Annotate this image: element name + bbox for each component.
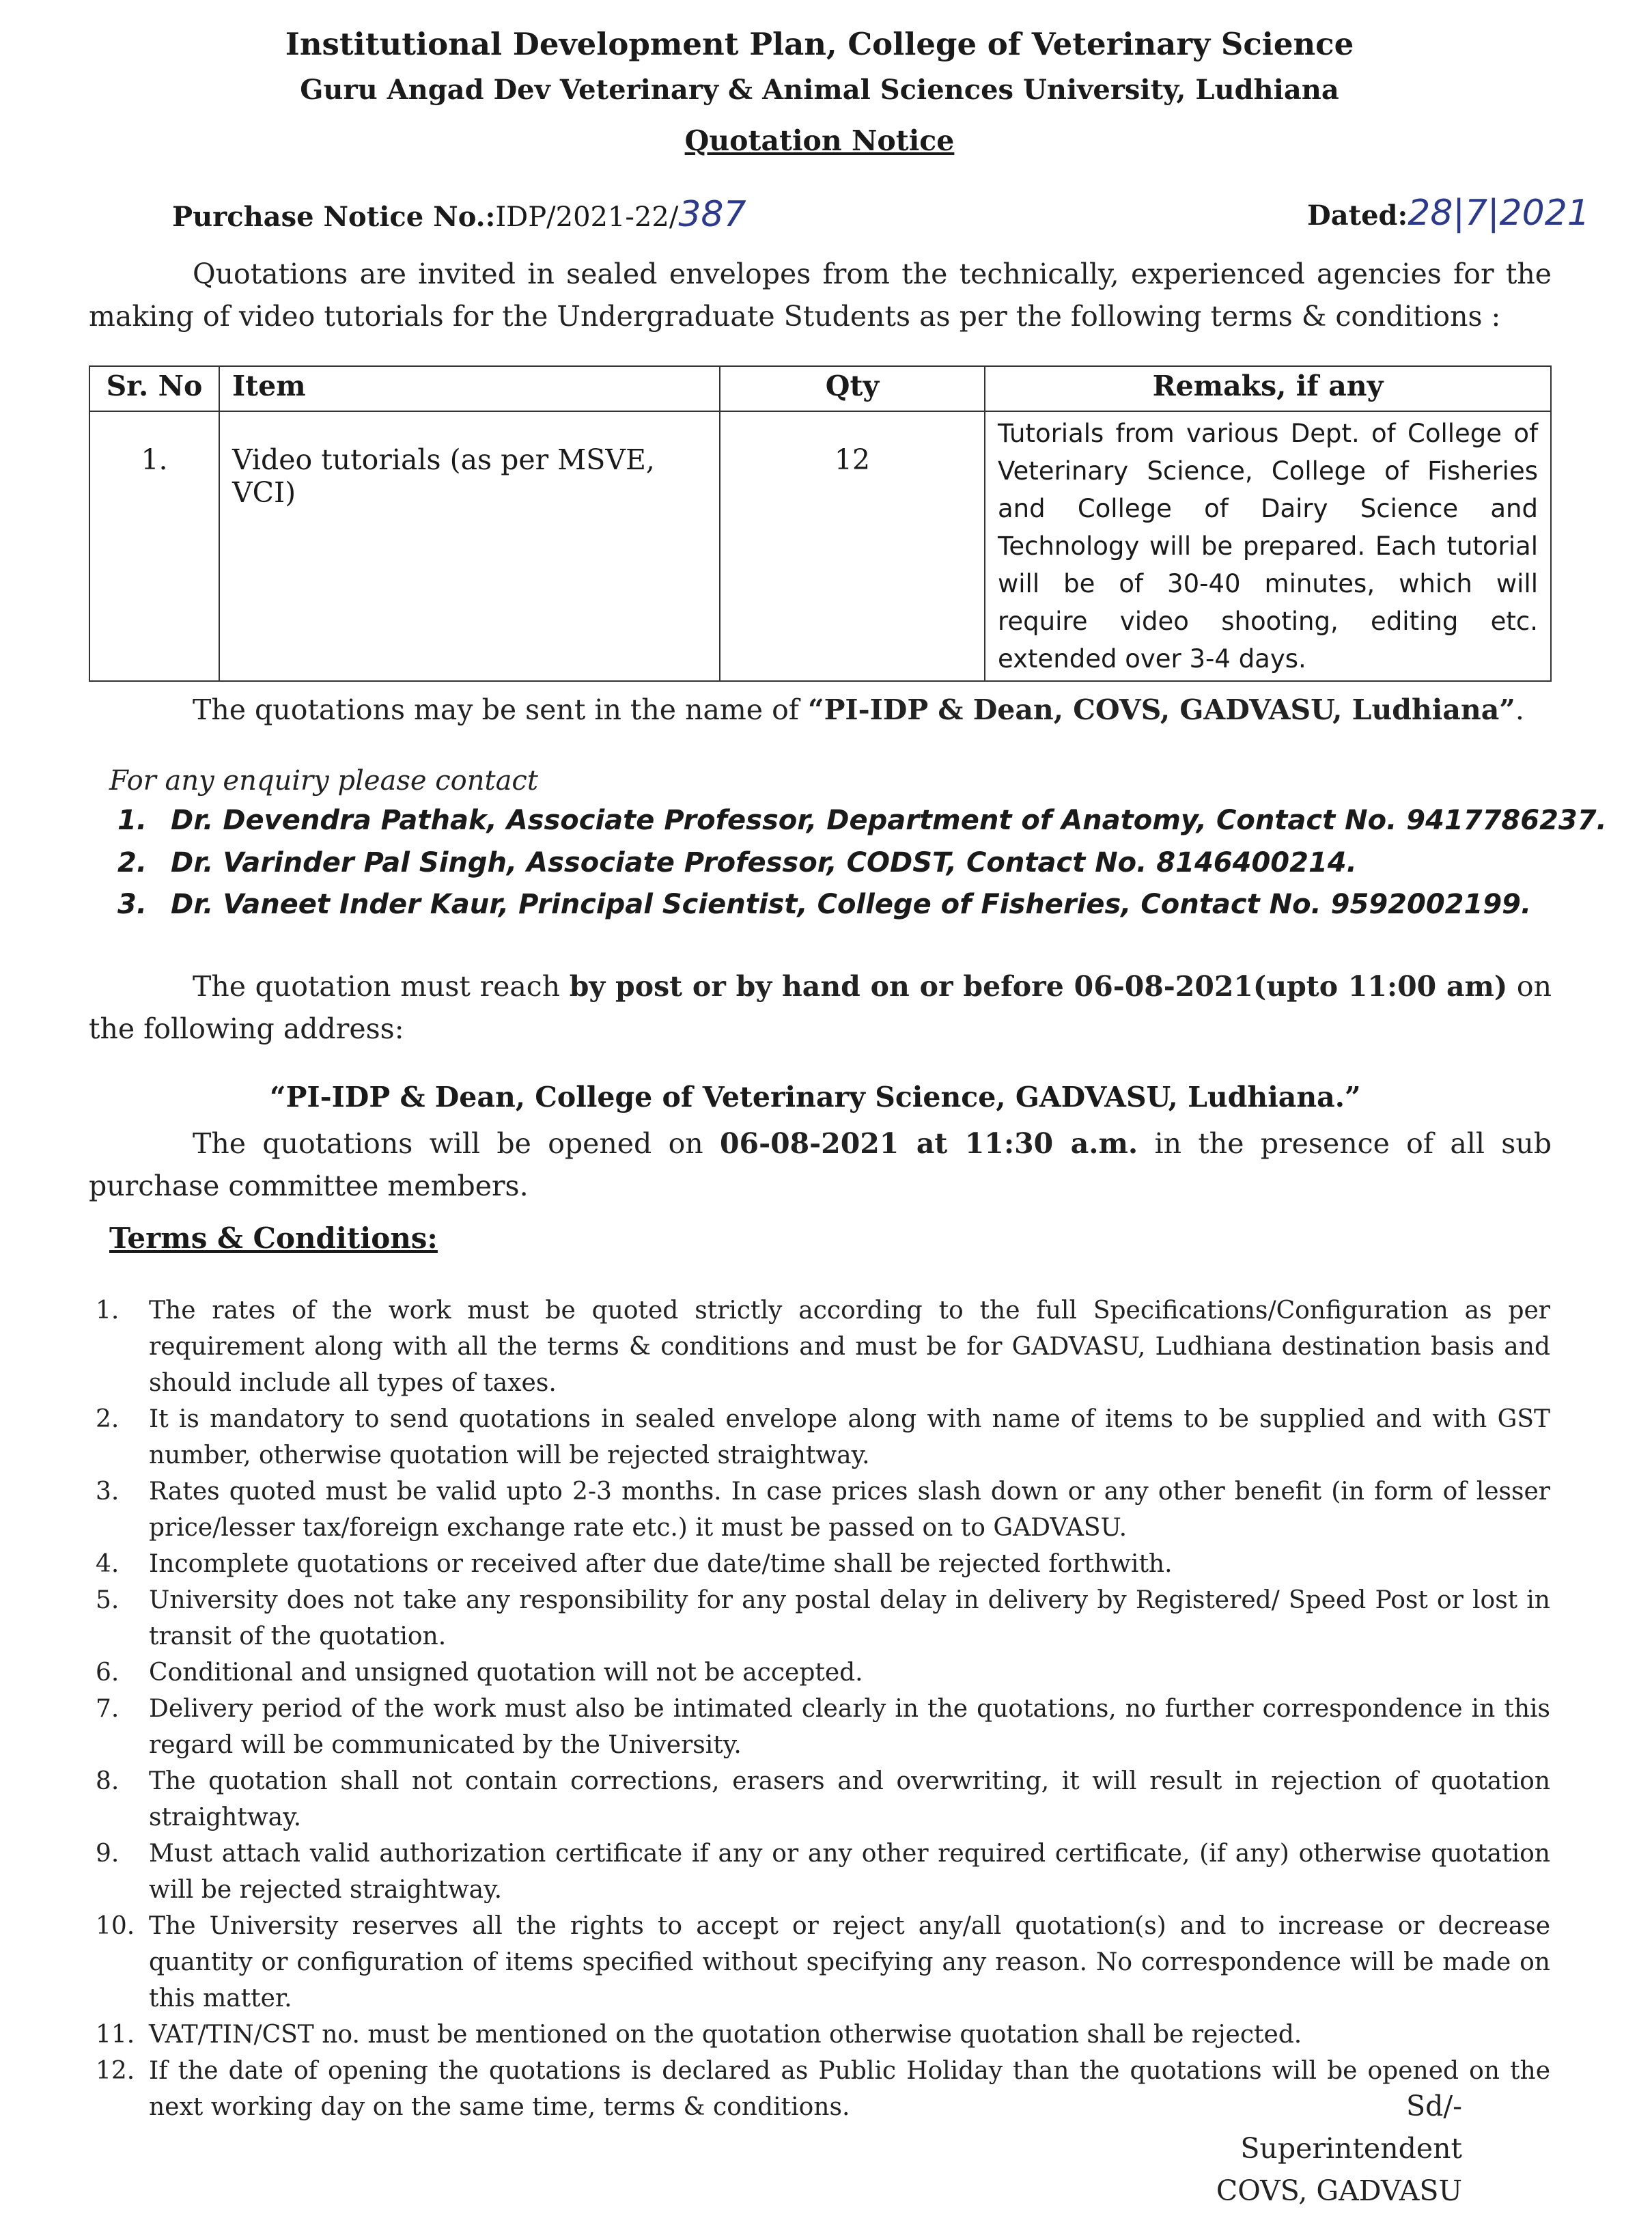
list-item	[89, 1292, 1550, 1401]
list-item	[89, 1691, 1550, 1763]
signature-sd: Sd/-	[1406, 2090, 1462, 2122]
term-number: 1.	[96, 1297, 120, 1325]
term-text: VAT/TIN/CST no. must be mentioned on the quotation otherwise quotation shall be rejected.	[149, 2021, 1302, 2049]
notice-heading: Quotation Notice	[684, 124, 955, 157]
send-to-suffix: .	[1515, 693, 1524, 726]
university-name: Guru Angad Dev Veterinary & Animal Sciences University, Ludhiana	[300, 74, 1339, 106]
handwritten-notice-number: 387	[678, 194, 746, 235]
cell-remarks: Tutorials from various Dept. of College of Veterinary Science, College of Fisheries and College of Dairy Science and Technology will be prepared. Each tutorial will be of 30-40 minutes, which will require video shooting, editing etc. extended over 3-4 days.	[985, 411, 1551, 681]
contact-item	[117, 805, 1607, 836]
term-number: 2.	[96, 1405, 120, 1433]
list-item	[89, 1655, 1550, 1691]
list-item	[89, 1473, 1550, 1546]
list-item	[89, 1546, 1550, 1582]
col-header-remarks: Remaks, if any	[985, 366, 1551, 411]
list-item	[89, 1908, 1550, 2017]
col-header-sr-no: Sr. No	[89, 366, 219, 411]
items-table	[89, 365, 1552, 682]
term-number: 4.	[96, 1550, 120, 1578]
term-text: The rates of the work must be quoted strictly according to the full Specifications/Configuration as per requirement along with all the terms & conditions and must be for GADVASU, Ludhiana destination basis and should include all types of taxes.	[149, 1297, 1550, 1397]
purchase-notice-label: Purchase Notice No.:	[172, 201, 496, 233]
term-text: The University reserves all the rights to accept or reject any/all quotation(s) and to increase or decrease quantity or configuration of items specified without specifying any reason. No correspondence will be made on this matter.	[149, 1912, 1550, 2012]
contact-number: 1.	[117, 805, 148, 836]
term-text: If the date of opening the quotations is declared as Public Holiday than the quotations will be opened on the next working day on the same time, terms & conditions.	[149, 2057, 1550, 2121]
terms-list	[89, 1292, 1550, 2125]
term-number: 11.	[96, 2021, 135, 2049]
opening-prefix: The quotations will be opened on	[193, 1127, 720, 1160]
table-header-row	[89, 366, 1551, 411]
term-text: Rates quoted must be valid upto 2-3 months. In case prices slash down or any other benefit (in form of lesser price/lesser tax/foreign exchange rate etc.) it must be passed on to GADVASU.	[149, 1478, 1550, 1542]
opening-date: 06-08-2021 at 11:30 a.m.	[720, 1127, 1138, 1160]
contact-item	[117, 847, 1357, 878]
signature-block	[1216, 2085, 1462, 2212]
contact-text: Dr. Vaneet Inder Kaur, Principal Scientist, College of Fisheries, Contact No. 9592002199.	[171, 889, 1532, 920]
term-text: Conditional and unsigned quotation will not be accepted.	[149, 1659, 863, 1687]
col-header-qty: Qty	[720, 366, 985, 411]
contact-number: 2.	[117, 847, 148, 878]
term-text: Must attach valid authorization certificate if any or any other required certificate, (if any) otherwise quotation will be rejected straightway.	[149, 1840, 1550, 1904]
term-number: 9.	[96, 1840, 120, 1868]
term-text: Incomplete quotations or received after due date/time shall be rejected forthwith.	[149, 1550, 1173, 1578]
purchase-notice-number	[172, 194, 746, 235]
cell-sr-no: 1.	[89, 411, 219, 681]
deadline-suffix: on the following address:	[89, 970, 1552, 1045]
term-text: It is mandatory to send quotations in sealed envelope along with name of items to be supplied and with GST number, otherwise quotation will be rejected straightway.	[149, 1405, 1550, 1469]
cell-qty: 12	[720, 411, 985, 681]
submission-address: “PI-IDP & Dean, College of Veterinary Science, GADVASU, Ludhiana.”	[270, 1081, 1361, 1113]
opening-paragraph	[89, 1122, 1552, 1207]
list-item	[89, 1836, 1550, 1908]
cell-item: Video tutorials (as per MSVE, VCI)	[219, 411, 720, 681]
term-number: 8.	[96, 1767, 120, 1795]
signature-office: COVS, GADVASU	[1216, 2174, 1462, 2207]
signature-designation: Superintendent	[1240, 2132, 1462, 2165]
list-item	[89, 2017, 1550, 2053]
dated-label: Dated:	[1307, 199, 1408, 232]
send-to-name: “PI-IDP & Dean, COVS, GADVASU, Ludhiana”	[807, 693, 1515, 726]
term-number: 5.	[96, 1586, 120, 1614]
handwritten-date: 28|7|2021	[1408, 193, 1590, 234]
term-number: 12.	[96, 2057, 135, 2085]
deadline-date: by post or by hand on or before 06-08-2021(upto 11:00 am)	[569, 970, 1508, 1003]
notice-date	[1307, 193, 1590, 234]
term-number: 3.	[96, 1478, 120, 1506]
send-to-prefix: The quotations may be sent in the name of	[193, 693, 808, 726]
deadline-prefix: The quotation must reach	[193, 970, 570, 1003]
list-item	[89, 1763, 1550, 1836]
send-to-line	[193, 689, 1524, 731]
table-row	[89, 411, 1551, 681]
contact-number: 3.	[117, 889, 148, 920]
purchase-notice-value: IDP/2021-22/	[495, 202, 679, 233]
contact-item	[117, 889, 1531, 920]
contact-text: Dr. Varinder Pal Singh, Associate Professor, CODST, Contact No. 8146400214.	[171, 847, 1357, 878]
list-item	[89, 1582, 1550, 1655]
enquiry-label: For any enquiry please contact	[109, 765, 538, 797]
term-text: University does not take any responsibility for any postal delay in delivery by Registered/ Speed Post or lost in transit of the quotation.	[149, 1586, 1550, 1650]
list-item	[89, 1401, 1550, 1473]
document-title: Institutional Development Plan, College of Veterinary Science	[285, 26, 1354, 62]
term-text: Delivery period of the work must also be intimated clearly in the quotations, no further correspondence in this regard will be communicated by the University.	[149, 1695, 1550, 1759]
term-text: The quotation shall not contain corrections, erasers and overwriting, it will result in rejection of quotation straightway.	[149, 1767, 1550, 1831]
term-number: 6.	[96, 1659, 120, 1687]
term-number: 10.	[96, 1912, 135, 1940]
deadline-paragraph	[89, 965, 1552, 1050]
col-header-item: Item	[219, 366, 720, 411]
intro-paragraph: Quotations are invited in sealed envelopes from the technically, experienced agencies for the making of video tutorials for the Undergraduate Students as per the following terms & conditions :	[89, 258, 1552, 333]
opening-suffix: in the presence of all sub purchase committee members.	[89, 1127, 1552, 1202]
contact-text: Dr. Devendra Pathak, Associate Professor, Department of Anatomy, Contact No. 9417786237.	[171, 805, 1607, 836]
terms-heading: Terms & Conditions:	[109, 1221, 438, 1255]
term-number: 7.	[96, 1695, 120, 1723]
